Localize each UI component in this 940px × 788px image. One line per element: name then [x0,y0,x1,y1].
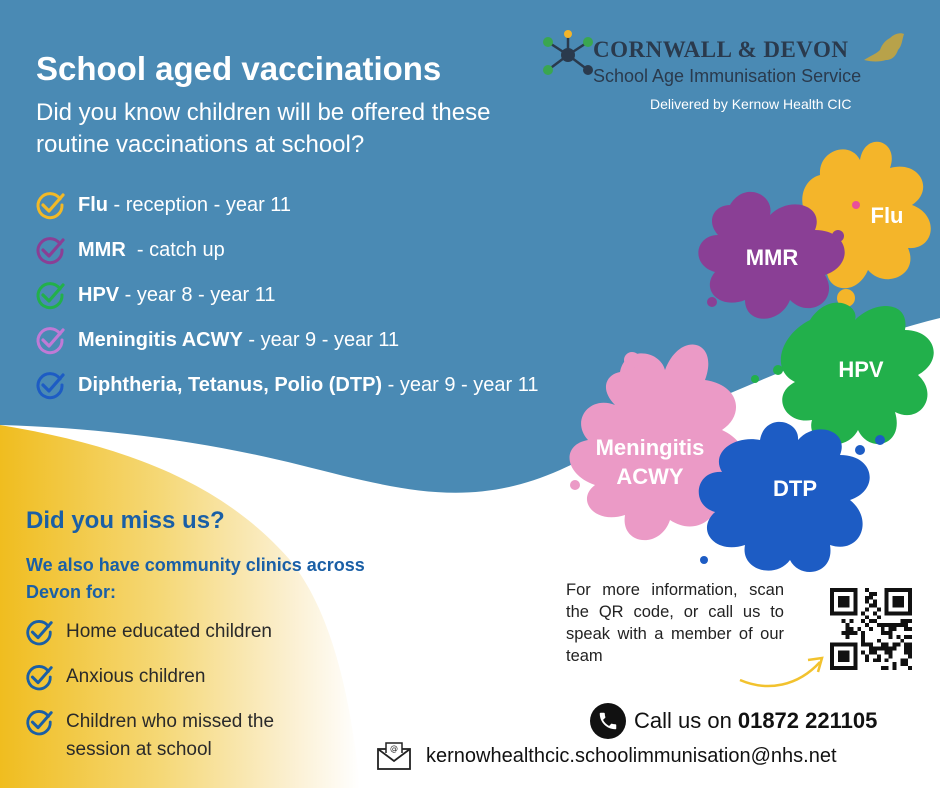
vaccination-detail: - year 8 - year 11 [119,284,276,306]
delivered-by: Delivered by Kernow Health CIC [650,96,852,112]
email-address[interactable]: kernowhealthcic.schoolimmunisation@nhs.net [426,744,837,767]
meningitis-label-line2: ACWY [616,464,684,489]
call-line [590,703,877,739]
vaccination-item [34,318,538,363]
page-title: School aged vaccinations [36,50,442,87]
clinic-item-label: Anxious children [66,666,206,687]
vaccination-detail: - catch up [125,239,225,261]
qr-code-icon[interactable] [830,588,912,670]
check-circle-icon [34,190,66,222]
vaccination-detail: - year 9 - year 11 [242,329,400,351]
call-prefix: Call us on [634,708,732,733]
logo-molecule-icon [540,30,596,80]
county-map-icon [862,30,906,64]
check-circle-icon [24,663,54,693]
clinic-item [24,663,316,693]
check-circle-icon [34,280,66,312]
vaccination-name: Diphtheria, Tetanus, Polio (DTP) [78,374,383,396]
svg-text:@: @ [390,744,398,753]
clinic-item [24,618,316,648]
vaccination-text [78,374,538,397]
email-line [376,741,837,771]
vaccination-text [78,194,291,217]
clinic-item [24,708,316,764]
check-circle-icon [34,325,66,357]
vaccination-text [78,239,225,262]
phone-number[interactable]: 01872 221105 [737,708,878,733]
vaccination-list [34,183,538,408]
check-circle-icon [24,618,54,648]
check-circle-icon [34,235,66,267]
meningitis-label [585,433,715,491]
dtp-label: DTP [773,476,817,501]
vaccination-item [34,363,538,408]
vaccination-text [78,329,399,352]
phone-icon [590,703,626,739]
clinic-list [24,618,316,779]
vaccination-item [34,228,538,273]
flu-label: Flu [870,203,904,228]
missed-title: Did you miss us? [26,507,225,534]
vaccination-item [34,273,538,318]
vaccination-detail: - year 9 - year 11 [382,374,539,396]
email-icon [376,741,412,771]
vaccination-name: Flu [78,194,108,216]
check-circle-icon [24,708,54,738]
vaccination-name: MMR [78,239,126,261]
vaccination-text [78,284,275,307]
missed-subtitle: We also have community clinics across Devon for: [26,555,365,602]
vaccination-name: Meningitis ACWY [78,329,243,351]
logo-title: CORNWALL & DEVON [593,37,849,62]
vaccination-name: HPV [78,284,120,306]
hpv-label: HPV [838,357,884,382]
vaccination-item [34,183,538,228]
logo-subtitle: School Age Immunisation Service [593,66,862,86]
page-subtitle: Did you know children will be offered these routine vaccinations at school? [36,99,491,158]
check-circle-icon [34,370,66,402]
clinic-item-label: Children who missed the session at school [66,711,275,760]
arrow-icon [738,650,828,690]
clinic-item-label: Home educated children [66,621,272,642]
contact-info-text: For more information, scan the QR code, or call us to speak with a member of our team [566,581,784,665]
meningitis-label-line1: Meningitis [595,435,705,460]
mmr-label: MMR [745,245,799,270]
vaccination-detail: - reception - year 11 [108,194,292,216]
